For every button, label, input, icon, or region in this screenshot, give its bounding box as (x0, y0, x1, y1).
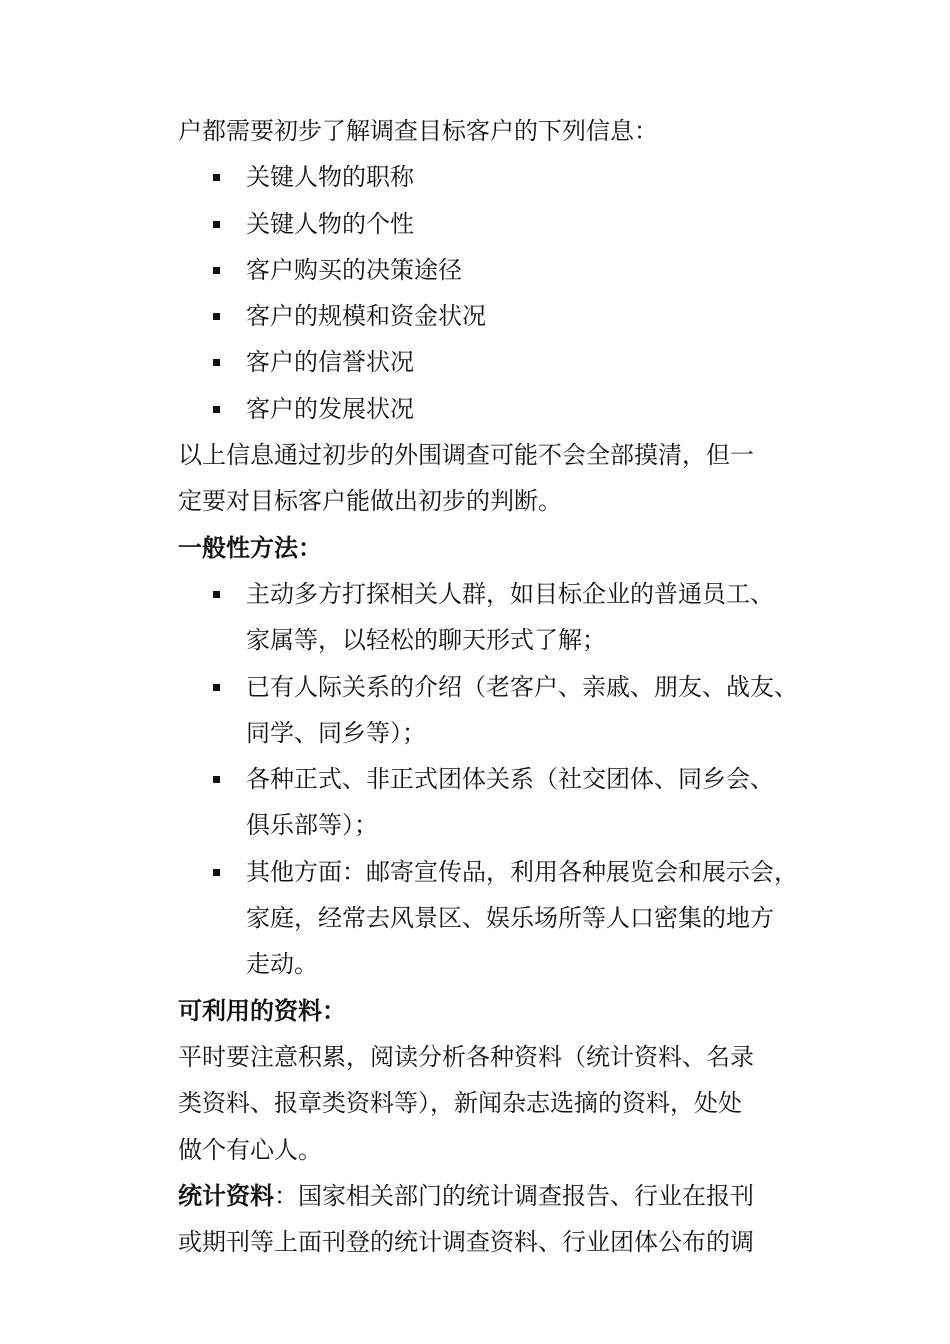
statistics-line: 或期刊等上面刊登的统计调查资料、行业团体公布的调 (178, 1228, 754, 1257)
info-item-text: 客户的规模和资金状况 (246, 302, 486, 331)
methods-list (178, 571, 828, 988)
materials-line: 类资料、报章类资料等），新闻杂志选摘的资料，处处 (178, 1089, 742, 1118)
materials-line: 平时要注意积累，阅读分析各种资料（统计资料、名录 (178, 1042, 754, 1071)
method-list-item (178, 756, 828, 849)
info-item-text: 关键人物的个性 (246, 209, 414, 238)
info-list-item (178, 386, 828, 432)
method-line: 家属等，以轻松的聊天形式了解； (246, 626, 606, 655)
method-line: 同学、同乡等）； (246, 718, 426, 747)
statistics-paragraph (178, 1173, 828, 1266)
info-item-text: 客户的信誉状况 (246, 348, 414, 377)
method-line: 俱乐部等）； (246, 811, 378, 840)
square-bullet-icon (213, 313, 220, 320)
method-line: 家庭，经常去风景区、娱乐场所等人口密集的地方 (246, 904, 774, 933)
statistics-line: ：国家相关部门的统计调查报告、行业在报刊 (274, 1181, 754, 1210)
info-list-item (178, 154, 828, 200)
info-item-text: 关键人物的职称 (246, 163, 414, 192)
method-list-item (178, 664, 828, 757)
method-list-item (178, 849, 828, 988)
statistics-label: 统计资料 (178, 1180, 274, 1210)
info-list-item (178, 339, 828, 385)
square-bullet-icon (213, 267, 220, 274)
summary-paragraph (178, 432, 828, 525)
square-bullet-icon (213, 869, 220, 876)
square-bullet-icon (213, 174, 220, 181)
method-line: 其他方面：邮寄宣传品，利用各种展览会和展示会， (246, 857, 798, 886)
method-line: 主动多方打探相关人群，如目标企业的普通员工、 (246, 579, 774, 608)
method-line: 走动。 (246, 950, 318, 979)
methods-heading: 一般性方法： (178, 532, 322, 562)
intro-line: 户都需要初步了解调查目标客户的下列信息： (178, 117, 658, 145)
info-item-text: 客户购买的决策途径 (246, 255, 462, 284)
document-body (178, 108, 828, 1265)
square-bullet-icon (213, 406, 220, 413)
method-line: 各种正式、非正式团体关系（社交团体、同乡会、 (246, 765, 774, 794)
square-bullet-icon (213, 591, 220, 598)
info-list (178, 154, 828, 432)
method-list-item (178, 571, 828, 664)
info-list-item (178, 247, 828, 293)
square-bullet-icon (213, 776, 220, 783)
square-bullet-icon (213, 684, 220, 691)
square-bullet-icon (213, 359, 220, 366)
square-bullet-icon (213, 221, 220, 228)
method-line: 已有人际关系的介绍（老客户、亲戚、朋友、战友、 (246, 672, 798, 701)
info-list-item (178, 293, 828, 339)
materials-line: 做个有心人。 (178, 1135, 322, 1164)
summary-line: 以上信息通过初步的外围调查可能不会全部摸清，但一 (178, 441, 754, 470)
info-item-text: 客户的发展状况 (246, 394, 414, 423)
materials-heading: 可利用的资料： (178, 995, 346, 1025)
info-list-item (178, 201, 828, 247)
materials-paragraph (178, 1034, 828, 1173)
summary-line: 定要对目标客户能做出初步的判断。 (178, 487, 562, 516)
